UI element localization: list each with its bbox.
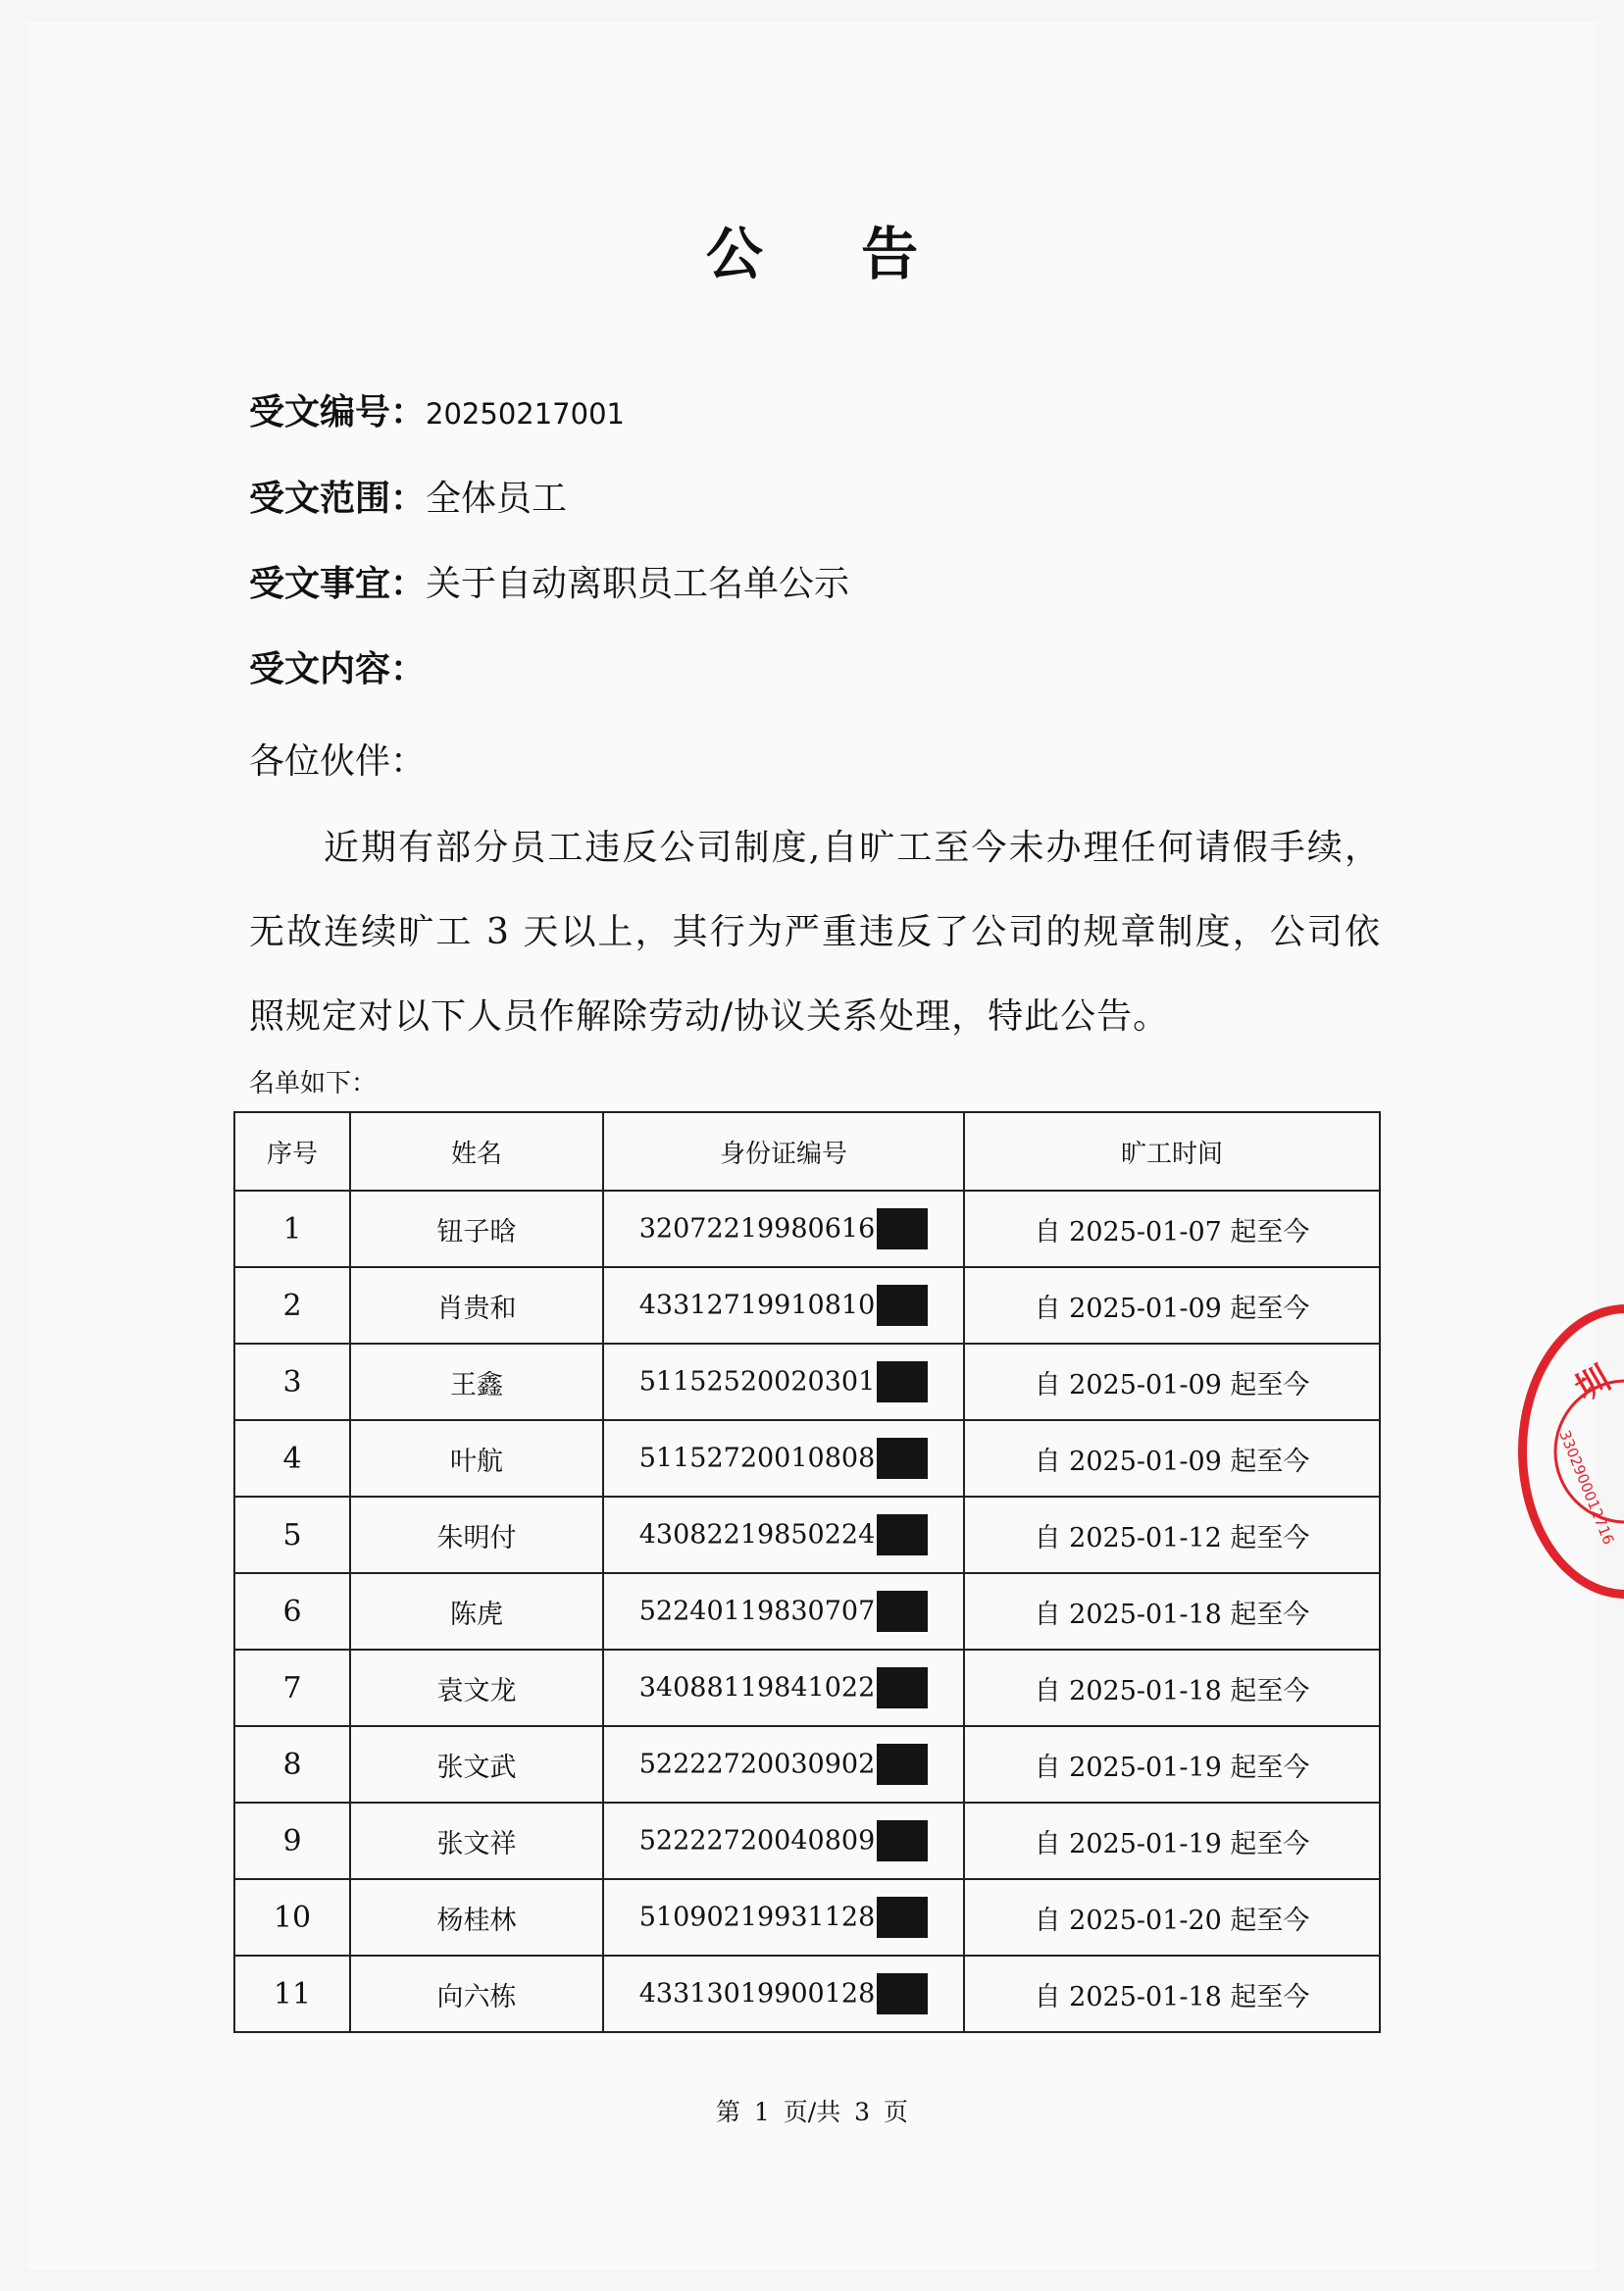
row-seq: 11 (234, 1956, 350, 2032)
table-row (234, 1344, 1380, 1420)
id-number: 32072219980616 (638, 1213, 876, 1245)
redaction-block (877, 1591, 928, 1632)
field-content (249, 647, 426, 691)
row-id (603, 1879, 964, 1956)
table-row (234, 1191, 1380, 1267)
table-row (234, 1879, 1380, 1956)
header-name: 姓名 (350, 1112, 603, 1191)
table-row (234, 1803, 1380, 1879)
row-name: 叶航 (350, 1420, 603, 1497)
table-row (234, 1573, 1380, 1650)
row-seq: 8 (234, 1726, 350, 1803)
greeting: 各位伙伴： (249, 741, 427, 782)
redaction-block (877, 1208, 928, 1249)
id-number: 43312719910810 (638, 1290, 876, 1321)
row-id (603, 1573, 964, 1650)
header-seq: 序号 (234, 1112, 350, 1191)
row-absence: 自 2025-01-20 起至今 (964, 1879, 1380, 1956)
field-value: 关于自动离职员工名单公示 (426, 564, 850, 604)
redaction-block (877, 1285, 928, 1326)
redaction-block (877, 1744, 928, 1785)
table-row (234, 1420, 1380, 1497)
row-seq: 10 (234, 1879, 350, 1956)
table-row (234, 1956, 1380, 2032)
row-absence: 自 2025-01-09 起至今 (964, 1267, 1380, 1344)
row-seq: 7 (234, 1650, 350, 1726)
row-seq: 5 (234, 1497, 350, 1573)
row-seq: 2 (234, 1267, 350, 1344)
row-name: 王鑫 (350, 1344, 603, 1420)
header-id: 身份证编号 (603, 1112, 964, 1191)
row-id (603, 1191, 964, 1267)
row-absence: 自 2025-01-18 起至今 (964, 1650, 1380, 1726)
redaction-block (877, 1820, 928, 1861)
id-number: 52222720030902 (638, 1749, 876, 1780)
redaction-block (877, 1973, 928, 2014)
redaction-block (877, 1438, 928, 1479)
field-scope (249, 477, 567, 521)
notice-title: 公 告 (705, 221, 958, 287)
row-name: 朱明付 (350, 1497, 603, 1573)
id-number: 34088119841022 (638, 1672, 876, 1704)
table-header-row (234, 1112, 1380, 1191)
row-id (603, 1420, 964, 1497)
row-name: 向六栋 (350, 1956, 603, 2032)
row-name: 张文祥 (350, 1803, 603, 1879)
field-label: 受文事宜： (249, 563, 427, 604)
row-absence: 自 2025-01-18 起至今 (964, 1956, 1380, 2032)
field-subject (249, 562, 849, 606)
row-id (603, 1344, 964, 1420)
redaction-block (877, 1897, 928, 1938)
id-number: 51152520020301 (638, 1366, 876, 1398)
table-row (234, 1650, 1380, 1726)
redaction-block (877, 1514, 928, 1555)
row-name: 钮子晗 (350, 1191, 603, 1267)
row-name: 陈虎 (350, 1573, 603, 1650)
id-number: 43082219850224 (638, 1519, 876, 1551)
table-row (234, 1497, 1380, 1573)
row-id (603, 1956, 964, 2032)
row-absence: 自 2025-01-09 起至今 (964, 1420, 1380, 1497)
header-absence: 旷工时间 (964, 1112, 1380, 1191)
row-id (603, 1267, 964, 1344)
row-name: 肖贵和 (350, 1267, 603, 1344)
field-value: 全体员工 (426, 479, 568, 519)
row-absence: 自 2025-01-07 起至今 (964, 1191, 1380, 1267)
row-name: 张文武 (350, 1726, 603, 1803)
row-seq: 4 (234, 1420, 350, 1497)
id-number: 51152720010808 (638, 1443, 876, 1474)
table-row (234, 1726, 1380, 1803)
row-seq: 9 (234, 1803, 350, 1879)
seal-graphic (1527, 1313, 1624, 1607)
row-name: 杨桂林 (350, 1879, 603, 1956)
company-seal (1518, 1304, 1624, 1599)
field-label: 受文内容： (249, 648, 427, 689)
row-id (603, 1803, 964, 1879)
row-seq: 6 (234, 1573, 350, 1650)
redaction-block (877, 1667, 928, 1708)
field-label: 受文编号： (249, 391, 427, 433)
row-seq: 3 (234, 1344, 350, 1420)
field-label: 受文范围： (249, 478, 427, 519)
field-value: 20250217001 (426, 397, 625, 431)
id-number: 52222720040809 (638, 1825, 876, 1857)
table-row (234, 1267, 1380, 1344)
id-number: 51090219931128 (638, 1902, 876, 1933)
row-id (603, 1726, 964, 1803)
row-name: 袁文龙 (350, 1650, 603, 1726)
page-footer: 第 1 页/共 3 页 (715, 2098, 909, 2126)
id-number: 52240119830707 (638, 1596, 876, 1627)
redaction-block (877, 1361, 928, 1402)
notice-body: 近期有部分员工违反公司制度,自旷工至今未办理任何请假手续，无故连续旷工 3 天以上，其行为严重违反了公司的规章制度，公司依照规定对以下人员作解除劳动/协议关系处理，特此公告。 (249, 828, 1381, 1037)
row-absence: 自 2025-01-19 起至今 (964, 1803, 1380, 1879)
row-absence: 自 2025-01-19 起至今 (964, 1726, 1380, 1803)
row-id (603, 1497, 964, 1573)
id-number: 43313019900128 (638, 1978, 876, 2010)
row-seq: 1 (234, 1191, 350, 1267)
row-id (603, 1650, 964, 1726)
field-doc-number (249, 390, 625, 435)
svg-text:3302900012716: 3302900012716 (1555, 1427, 1618, 1548)
row-absence: 自 2025-01-12 起至今 (964, 1497, 1380, 1573)
row-absence: 自 2025-01-18 起至今 (964, 1573, 1380, 1650)
svg-text:圳: 圳 (1568, 1358, 1617, 1409)
absentee-table (233, 1111, 1381, 2033)
list-label: 名单如下： (249, 1069, 378, 1098)
row-absence: 自 2025-01-09 起至今 (964, 1344, 1380, 1420)
